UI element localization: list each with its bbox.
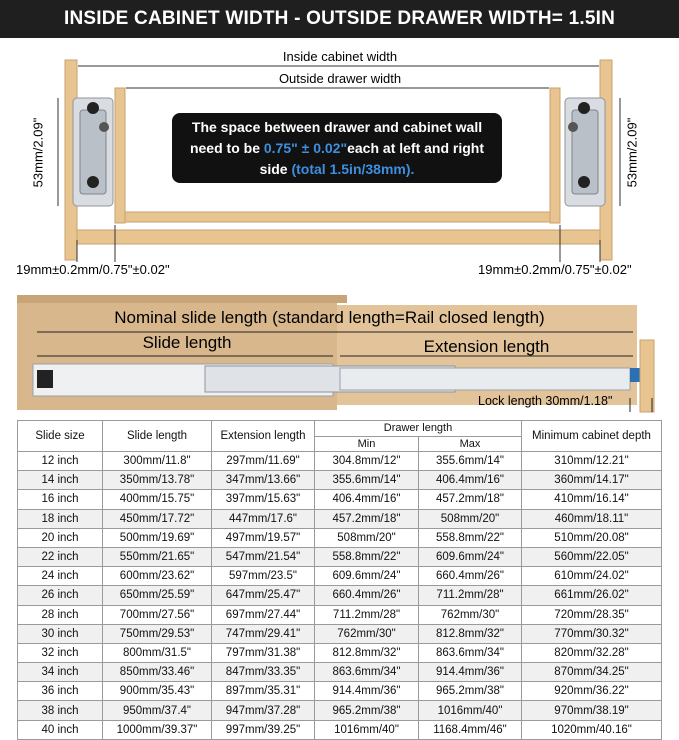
table-cell: 914.4mm/36" <box>419 663 522 682</box>
callout-line-3a: side <box>259 161 292 177</box>
table-row <box>18 624 662 643</box>
drawer-left-side <box>115 88 125 223</box>
table-cell: 965.2mm/38" <box>419 682 522 701</box>
table-cell: 897mm/35.31" <box>212 682 315 701</box>
table-cell: 547mm/21.54" <box>212 547 315 566</box>
table-cell: 597mm/23.5" <box>212 567 315 586</box>
page-title: INSIDE CABINET WIDTH - OUTSIDE DRAWER WIDTH= 1.5IN <box>0 0 679 38</box>
drawer-bottom <box>125 212 550 222</box>
header-min-cabinet-depth: Minimum cabinet depth <box>522 421 662 452</box>
right-gap-label: 19mm±0.2mm/0.75"±0.02" <box>478 262 632 277</box>
spacing-callout <box>172 113 502 183</box>
table-cell: 1020mm/40.16" <box>522 720 662 739</box>
table-row <box>18 586 662 605</box>
table-cell: 397mm/15.63" <box>212 490 315 509</box>
table-row <box>18 528 662 547</box>
table-cell: 762mm/30" <box>419 605 522 624</box>
table-cell: 300mm/11.8" <box>103 452 212 471</box>
table-cell: 914.4mm/36" <box>315 682 419 701</box>
table-row <box>18 720 662 739</box>
header-slide-size: Slide size <box>18 421 103 452</box>
table-cell: 550mm/21.65" <box>103 547 212 566</box>
inside-cabinet-width-label: Inside cabinet width <box>240 49 440 64</box>
table-cell: 34 inch <box>18 663 103 682</box>
table-row <box>18 701 662 720</box>
lock-length-label: Lock length 30mm/1.18" <box>478 394 613 408</box>
table-cell: 355.6mm/14" <box>315 471 419 490</box>
table-cell: 558.8mm/22" <box>315 547 419 566</box>
table-cell: 460mm/18.11" <box>522 509 662 528</box>
table-cell: 660.4mm/26" <box>419 567 522 586</box>
table-cell: 508mm/20" <box>419 509 522 528</box>
table-row <box>18 567 662 586</box>
table-cell: 847mm/33.35" <box>212 663 315 682</box>
table-cell: 747mm/29.41" <box>212 624 315 643</box>
table-cell: 947mm/37.28" <box>212 701 315 720</box>
header-min: Min <box>315 436 419 452</box>
right-slide <box>565 98 605 206</box>
table-cell: 1168.4mm/46" <box>419 720 522 739</box>
table-cell: 30 inch <box>18 624 103 643</box>
outside-drawer-width-label: Outside drawer width <box>240 71 440 86</box>
table-cell: 820mm/32.28" <box>522 643 662 662</box>
table-cell: 558.8mm/22" <box>419 528 522 547</box>
table-row <box>18 605 662 624</box>
table-cell: 609.6mm/24" <box>315 567 419 586</box>
table-cell: 297mm/11.69" <box>212 452 315 471</box>
table-cell: 457.2mm/18" <box>419 490 522 509</box>
table-cell: 20 inch <box>18 528 103 547</box>
callout-line-1: The space between drawer and cabinet wall <box>191 119 483 135</box>
table-cell: 447mm/17.6" <box>212 509 315 528</box>
table-cell: 970mm/38.19" <box>522 701 662 720</box>
table-cell: 360mm/14.17" <box>522 471 662 490</box>
left-height-label: 53mm/2.09" <box>30 117 46 188</box>
table-cell: 497mm/19.57" <box>212 528 315 547</box>
table-cell: 762mm/30" <box>315 624 419 643</box>
table-cell: 457.2mm/18" <box>315 509 419 528</box>
table-cell: 750mm/29.53" <box>103 624 212 643</box>
table-cell: 38 inch <box>18 701 103 720</box>
table-cell: 647mm/25.47" <box>212 586 315 605</box>
table-row <box>18 471 662 490</box>
header-max: Max <box>419 436 522 452</box>
table-cell: 950mm/37.4" <box>103 701 212 720</box>
extension-length-label: Extension length <box>423 337 550 356</box>
table-cell: 711.2mm/28" <box>419 586 522 605</box>
table-cell: 310mm/12.21" <box>522 452 662 471</box>
nominal-length-label: Nominal slide length (standard length=Rail closed length) <box>114 308 545 327</box>
table-cell: 920mm/36.22" <box>522 682 662 701</box>
table-cell: 610mm/24.02" <box>522 567 662 586</box>
table-cell: 16 inch <box>18 490 103 509</box>
table-cell: 900mm/35.43" <box>103 682 212 701</box>
table-cell: 600mm/23.62" <box>103 567 212 586</box>
table-cell: 22 inch <box>18 547 103 566</box>
table-cell: 350mm/13.78" <box>103 471 212 490</box>
table-cell: 500mm/19.69" <box>103 528 212 547</box>
table-row <box>18 490 662 509</box>
size-table <box>17 420 662 740</box>
table-cell: 863.6mm/34" <box>419 643 522 662</box>
table-cell: 609.6mm/24" <box>419 547 522 566</box>
table-cell: 660.4mm/26" <box>315 586 419 605</box>
table-row <box>18 452 662 471</box>
table-cell: 700mm/27.56" <box>103 605 212 624</box>
table-cell: 812.8mm/32" <box>419 624 522 643</box>
header-extension-length: Extension length <box>212 421 315 452</box>
table-row <box>18 547 662 566</box>
callout-tolerance: 0.75" ± 0.02" <box>263 140 348 156</box>
table-cell: 400mm/15.75" <box>103 490 212 509</box>
rail-end-stop <box>37 370 53 388</box>
table-cell: 406.4mm/16" <box>419 471 522 490</box>
table-cell: 1016mm/40" <box>419 701 522 720</box>
table-cell: 304.8mm/12" <box>315 452 419 471</box>
table-cell: 24 inch <box>18 567 103 586</box>
table-row <box>18 663 662 682</box>
table-cell: 12 inch <box>18 452 103 471</box>
cabinet-bottom <box>77 230 600 244</box>
table-cell: 697mm/27.44" <box>212 605 315 624</box>
table-cell: 28 inch <box>18 605 103 624</box>
table-cell: 863.6mm/34" <box>315 663 419 682</box>
table-cell: 965.2mm/38" <box>315 701 419 720</box>
header-slide-length: Slide length <box>103 421 212 452</box>
table-cell: 812.8mm/32" <box>315 643 419 662</box>
table-cell: 510mm/20.08" <box>522 528 662 547</box>
table-row <box>18 643 662 662</box>
callout-line-2c: each at left and right <box>347 140 485 156</box>
drawer-right-side <box>550 88 560 223</box>
table-cell: 711.2mm/28" <box>315 605 419 624</box>
table-cell: 450mm/17.72" <box>103 509 212 528</box>
table-cell: 406.4mm/16" <box>315 490 419 509</box>
left-gap-label: 19mm±0.2mm/0.75"±0.02" <box>16 262 170 277</box>
table-cell: 347mm/13.66" <box>212 471 315 490</box>
table-cell: 355.6mm/14" <box>419 452 522 471</box>
left-slide <box>73 98 113 206</box>
table-cell: 997mm/39.25" <box>212 720 315 739</box>
callout-line-2a: need to be <box>189 140 264 156</box>
slide-length-label: Slide length <box>142 333 232 352</box>
table-cell: 661mm/26.02" <box>522 586 662 605</box>
table-cell: 1000mm/39.37" <box>103 720 212 739</box>
header-drawer-length: Drawer length <box>315 421 522 437</box>
table-cell: 40 inch <box>18 720 103 739</box>
table-cell: 850mm/33.46" <box>103 663 212 682</box>
table-cell: 560mm/22.05" <box>522 547 662 566</box>
callout-total: (total 1.5in/38mm). <box>291 161 415 177</box>
table-cell: 870mm/34.25" <box>522 663 662 682</box>
table-cell: 36 inch <box>18 682 103 701</box>
table-cell: 32 inch <box>18 643 103 662</box>
table-cell: 1016mm/40" <box>315 720 419 739</box>
table-row <box>18 509 662 528</box>
table-cell: 650mm/25.59" <box>103 586 212 605</box>
right-height-label: 53mm/2.09" <box>624 117 640 188</box>
table-cell: 410mm/16.14" <box>522 490 662 509</box>
table-cell: 797mm/31.38" <box>212 643 315 662</box>
table-cell: 770mm/30.32" <box>522 624 662 643</box>
table-cell: 26 inch <box>18 586 103 605</box>
table-cell: 720mm/28.35" <box>522 605 662 624</box>
table-cell: 508mm/20" <box>315 528 419 547</box>
table-cell: 18 inch <box>18 509 103 528</box>
table-cell: 800mm/31.5" <box>103 643 212 662</box>
inner-rail <box>340 368 630 390</box>
table-cell: 14 inch <box>18 471 103 490</box>
table-row <box>18 682 662 701</box>
